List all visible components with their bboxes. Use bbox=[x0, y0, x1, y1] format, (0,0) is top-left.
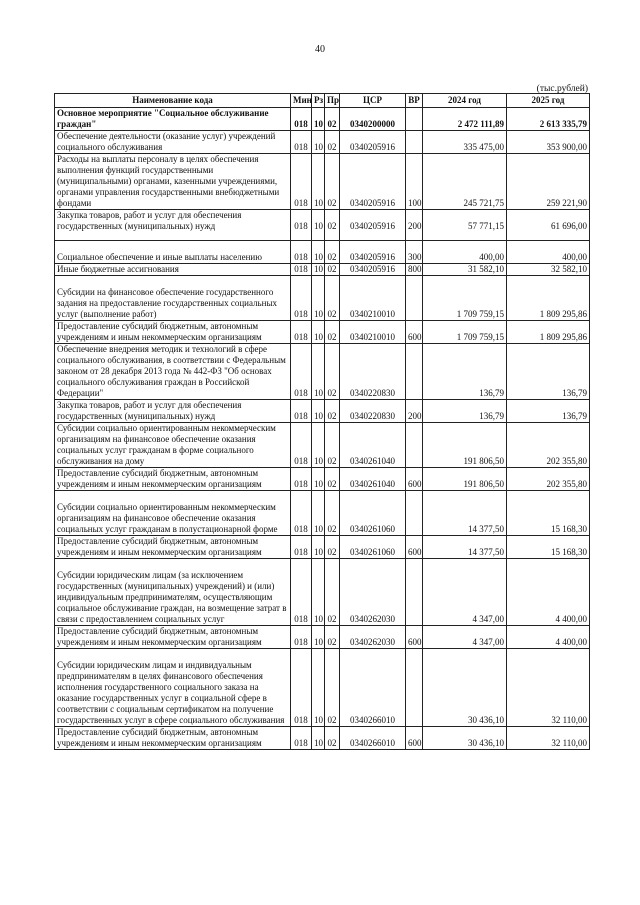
cell-2025: 202 355,80 bbox=[507, 423, 590, 468]
cell-name: Закупка товаров, работ и услуг для обеспечения государственных (муниципальных) нужд bbox=[55, 400, 291, 423]
cell-2025: 32 110,00 bbox=[507, 649, 590, 727]
cell-2024: 1 709 759,15 bbox=[423, 276, 507, 321]
table-body bbox=[55, 108, 590, 750]
cell-pr: 02 bbox=[325, 536, 340, 559]
cell-rz: 10 bbox=[312, 154, 325, 210]
cell-name: Основное мероприятие "Социальное обслуживание граждан" bbox=[55, 108, 291, 131]
cell-min: 018 bbox=[291, 423, 312, 468]
cell-pr: 02 bbox=[325, 131, 340, 154]
cell-min: 018 bbox=[291, 468, 312, 491]
cell-2024: 30 436,10 bbox=[423, 727, 507, 750]
cell-min: 018 bbox=[291, 276, 312, 321]
cell-2024: 2 472 111,89 bbox=[423, 108, 507, 131]
cell-name: Субсидии социально ориентированным некоммерческим организациям на финансовое обеспечение оказания социальных услуг гражданам в форме социального обслуживания на дому bbox=[55, 423, 291, 468]
table-row bbox=[55, 154, 590, 210]
cell-csr: 0340200000 bbox=[340, 108, 406, 131]
table-row bbox=[55, 727, 590, 750]
table-row bbox=[55, 536, 590, 559]
cell-vr bbox=[406, 344, 423, 400]
cell-pr: 02 bbox=[325, 108, 340, 131]
cell-vr: 600 bbox=[406, 468, 423, 491]
table-row bbox=[55, 344, 590, 400]
cell-rz: 10 bbox=[312, 727, 325, 750]
table-row bbox=[55, 400, 590, 423]
cell-rz: 10 bbox=[312, 276, 325, 321]
table-row bbox=[55, 321, 590, 344]
table-row bbox=[55, 241, 590, 264]
cell-name: Социальное обеспечение и иные выплаты населению bbox=[55, 241, 291, 264]
cell-min: 018 bbox=[291, 131, 312, 154]
cell-rz: 10 bbox=[312, 108, 325, 131]
cell-csr: 0340262030 bbox=[340, 559, 406, 626]
cell-name: Закупка товаров, работ и услуг для обеспечения государственных (муниципальных) нужд bbox=[55, 210, 291, 241]
cell-vr: 200 bbox=[406, 400, 423, 423]
cell-2024: 400,00 bbox=[423, 241, 507, 264]
cell-vr: 800 bbox=[406, 264, 423, 276]
cell-vr bbox=[406, 131, 423, 154]
cell-rz: 10 bbox=[312, 344, 325, 400]
table-row bbox=[55, 559, 590, 626]
cell-pr: 02 bbox=[325, 154, 340, 210]
cell-min: 018 bbox=[291, 344, 312, 400]
cell-2024: 14 377,50 bbox=[423, 536, 507, 559]
cell-rz: 10 bbox=[312, 264, 325, 276]
header-csr: ЦСР bbox=[340, 94, 406, 108]
cell-pr: 02 bbox=[325, 468, 340, 491]
table-row bbox=[55, 210, 590, 241]
cell-min: 018 bbox=[291, 626, 312, 649]
cell-vr bbox=[406, 559, 423, 626]
cell-csr: 0340210010 bbox=[340, 321, 406, 344]
cell-pr: 02 bbox=[325, 321, 340, 344]
cell-name: Обеспечение внедрения методик и технологий в сфере социального обслуживания, в соответствии с Федеральным законом от 28 декабря 2013 года № 442-ФЗ "Об основах социального обслуживания граждан в Российской Федерации" bbox=[55, 344, 291, 400]
cell-2024: 4 347,00 bbox=[423, 559, 507, 626]
cell-pr: 02 bbox=[325, 727, 340, 750]
cell-csr: 0340261040 bbox=[340, 468, 406, 491]
header-2025: 2025 год bbox=[507, 94, 590, 108]
header-min: Мин bbox=[291, 94, 312, 108]
cell-pr: 02 bbox=[325, 276, 340, 321]
cell-vr: 200 bbox=[406, 210, 423, 241]
cell-min: 018 bbox=[291, 210, 312, 241]
table-row bbox=[55, 276, 590, 321]
budget-table bbox=[54, 93, 590, 750]
cell-pr: 02 bbox=[325, 264, 340, 276]
cell-name: Обеспечение деятельности (оказание услуг) учреждений социального обслуживания bbox=[55, 131, 291, 154]
cell-name: Субсидии на финансовое обеспечение государственного задания на предоставление государственных социальных услуг (выполнение работ) bbox=[55, 276, 291, 321]
cell-2024: 136,79 bbox=[423, 400, 507, 423]
cell-2025: 136,79 bbox=[507, 400, 590, 423]
cell-csr: 0340262030 bbox=[340, 626, 406, 649]
cell-csr: 0340261040 bbox=[340, 423, 406, 468]
cell-2025: 259 221,90 bbox=[507, 154, 590, 210]
cell-vr: 300 bbox=[406, 241, 423, 264]
cell-2025: 353 900,00 bbox=[507, 131, 590, 154]
cell-min: 018 bbox=[291, 154, 312, 210]
cell-2024: 335 475,00 bbox=[423, 131, 507, 154]
cell-min: 018 bbox=[291, 536, 312, 559]
cell-name: Расходы на выплаты персоналу в целях обеспечения выполнения функций государственными (муниципальными) органами, казенными учреждениями, органами управления государственными внебюджетными фондами bbox=[55, 154, 291, 210]
cell-rz: 10 bbox=[312, 210, 325, 241]
cell-rz: 10 bbox=[312, 649, 325, 727]
header-pr: Пр bbox=[325, 94, 340, 108]
cell-vr: 600 bbox=[406, 626, 423, 649]
cell-csr: 0340266010 bbox=[340, 649, 406, 727]
cell-2025: 32 582,10 bbox=[507, 264, 590, 276]
cell-min: 018 bbox=[291, 727, 312, 750]
table-header-row bbox=[55, 94, 590, 108]
cell-pr: 02 bbox=[325, 241, 340, 264]
table-row bbox=[55, 264, 590, 276]
cell-min: 018 bbox=[291, 108, 312, 131]
cell-2025: 4 400,00 bbox=[507, 559, 590, 626]
cell-pr: 02 bbox=[325, 626, 340, 649]
cell-name: Предоставление субсидий бюджетным, автономным учреждениям и иным некоммерческим организациям bbox=[55, 727, 291, 750]
cell-name: Предоставление субсидий бюджетным, автономным учреждениям и иным некоммерческим организациям bbox=[55, 468, 291, 491]
cell-csr: 0340261060 bbox=[340, 491, 406, 536]
cell-name: Иные бюджетные ассигнования bbox=[55, 264, 291, 276]
cell-vr: 100 bbox=[406, 154, 423, 210]
cell-2024: 14 377,50 bbox=[423, 491, 507, 536]
cell-min: 018 bbox=[291, 559, 312, 626]
cell-name: Субсидии юридическим лицам и индивидуальным предпринимателям в целях финансового обеспечения исполнения государственного социального заказа на оказание государственных услуг в социальной сфере в соответствии с социальным сертификатом на получение государственных услуг в сфере социального обслуживания bbox=[55, 649, 291, 727]
cell-2024: 4 347,00 bbox=[423, 626, 507, 649]
cell-name: Предоставление субсидий бюджетным, автономным учреждениям и иным некоммерческим организациям bbox=[55, 321, 291, 344]
cell-rz: 10 bbox=[312, 423, 325, 468]
cell-name: Предоставление субсидий бюджетным, автономным учреждениям и иным некоммерческим организациям bbox=[55, 536, 291, 559]
cell-rz: 10 bbox=[312, 400, 325, 423]
cell-2025: 32 110,00 bbox=[507, 727, 590, 750]
cell-csr: 0340205916 bbox=[340, 264, 406, 276]
cell-2025: 202 355,80 bbox=[507, 468, 590, 491]
cell-rz: 10 bbox=[312, 491, 325, 536]
cell-vr: 600 bbox=[406, 727, 423, 750]
header-vr: ВР bbox=[406, 94, 423, 108]
cell-min: 018 bbox=[291, 400, 312, 423]
cell-2024: 191 806,50 bbox=[423, 468, 507, 491]
units-note: (тыс.рублей) bbox=[536, 84, 588, 94]
cell-2025: 61 696,00 bbox=[507, 210, 590, 241]
cell-min: 018 bbox=[291, 264, 312, 276]
cell-csr: 0340266010 bbox=[340, 727, 406, 750]
cell-rz: 10 bbox=[312, 241, 325, 264]
cell-min: 018 bbox=[291, 491, 312, 536]
cell-2024: 1 709 759,15 bbox=[423, 321, 507, 344]
cell-csr: 0340220830 bbox=[340, 344, 406, 400]
cell-2024: 245 721,75 bbox=[423, 154, 507, 210]
cell-vr bbox=[406, 491, 423, 536]
cell-csr: 0340205916 bbox=[340, 241, 406, 264]
cell-csr: 0340205916 bbox=[340, 154, 406, 210]
cell-vr: 600 bbox=[406, 536, 423, 559]
header-2024: 2024 год bbox=[423, 94, 507, 108]
cell-min: 018 bbox=[291, 241, 312, 264]
cell-2025: 15 168,30 bbox=[507, 491, 590, 536]
table-row bbox=[55, 468, 590, 491]
header-rz: Рз bbox=[312, 94, 325, 108]
table-row bbox=[55, 131, 590, 154]
cell-2025: 4 400,00 bbox=[507, 626, 590, 649]
cell-pr: 02 bbox=[325, 344, 340, 400]
cell-rz: 10 bbox=[312, 321, 325, 344]
cell-name: Субсидии социально ориентированным некоммерческим организациям на финансовое обеспечение оказания социальных услуг гражданам в полустационарной форме bbox=[55, 491, 291, 536]
cell-rz: 10 bbox=[312, 559, 325, 626]
cell-csr: 0340220830 bbox=[340, 400, 406, 423]
table-row bbox=[55, 626, 590, 649]
cell-min: 018 bbox=[291, 321, 312, 344]
cell-pr: 02 bbox=[325, 210, 340, 241]
cell-rz: 10 bbox=[312, 626, 325, 649]
table-row bbox=[55, 423, 590, 468]
cell-rz: 10 bbox=[312, 536, 325, 559]
cell-csr: 0340261060 bbox=[340, 536, 406, 559]
cell-rz: 10 bbox=[312, 131, 325, 154]
cell-vr bbox=[406, 649, 423, 727]
cell-2025: 15 168,30 bbox=[507, 536, 590, 559]
page-number: 40 bbox=[315, 44, 325, 55]
cell-pr: 02 bbox=[325, 491, 340, 536]
cell-rz: 10 bbox=[312, 468, 325, 491]
cell-2024: 136,79 bbox=[423, 344, 507, 400]
cell-2025: 400,00 bbox=[507, 241, 590, 264]
cell-vr bbox=[406, 423, 423, 468]
cell-min: 018 bbox=[291, 649, 312, 727]
cell-pr: 02 bbox=[325, 649, 340, 727]
table-row bbox=[55, 491, 590, 536]
cell-csr: 0340210010 bbox=[340, 276, 406, 321]
cell-2025: 1 809 295,86 bbox=[507, 276, 590, 321]
cell-name: Предоставление субсидий бюджетным, автономным учреждениям и иным некоммерческим организациям bbox=[55, 626, 291, 649]
cell-pr: 02 bbox=[325, 423, 340, 468]
cell-csr: 0340205916 bbox=[340, 210, 406, 241]
cell-2024: 30 436,10 bbox=[423, 649, 507, 727]
table-row bbox=[55, 108, 590, 131]
table-row bbox=[55, 649, 590, 727]
cell-vr: 600 bbox=[406, 321, 423, 344]
cell-2025: 2 613 335,79 bbox=[507, 108, 590, 131]
cell-2025: 1 809 295,86 bbox=[507, 321, 590, 344]
cell-2024: 31 582,10 bbox=[423, 264, 507, 276]
cell-name: Субсидии юридическим лицам (за исключением государственных (муниципальных) учреждений) и (или) индивидуальным предпринимателям, осуществляющим социальное обслуживание граждан, на возмещение затрат в связи с предоставлением социальных услуг bbox=[55, 559, 291, 626]
cell-pr: 02 bbox=[325, 559, 340, 626]
cell-2025: 136,79 bbox=[507, 344, 590, 400]
cell-vr bbox=[406, 276, 423, 321]
header-name: Наименование кода bbox=[55, 94, 291, 108]
cell-csr: 0340205916 bbox=[340, 131, 406, 154]
cell-2024: 191 806,50 bbox=[423, 423, 507, 468]
cell-pr: 02 bbox=[325, 400, 340, 423]
cell-2024: 57 771,15 bbox=[423, 210, 507, 241]
cell-vr bbox=[406, 108, 423, 131]
